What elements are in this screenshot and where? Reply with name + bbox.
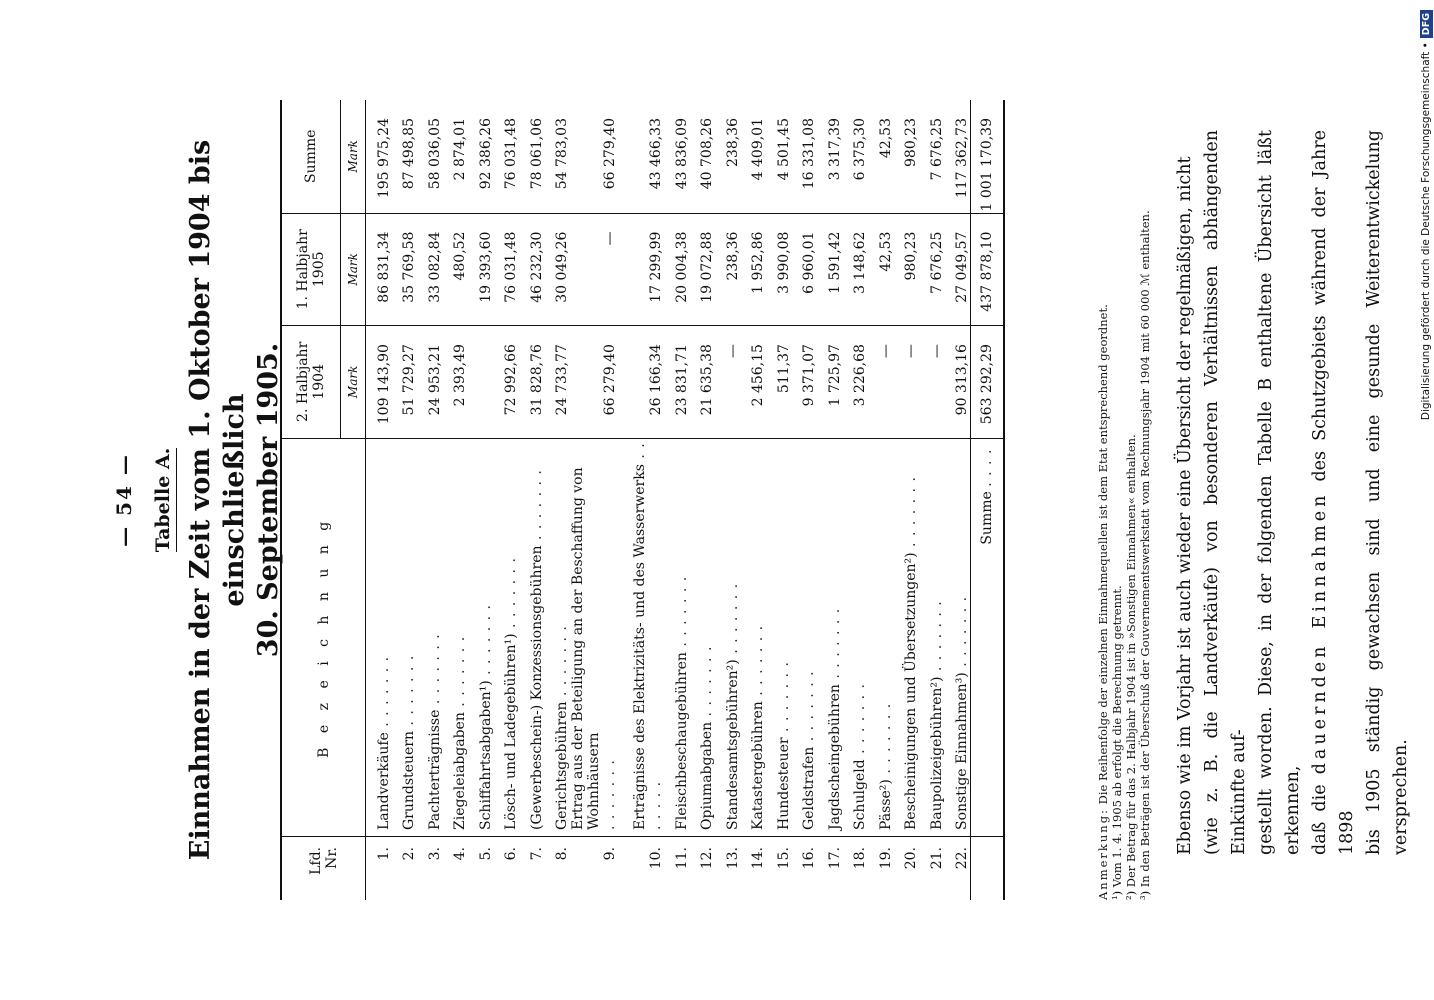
row-value-2nd-half-1904: 2 393,49 bbox=[443, 326, 469, 439]
row-value-1st-half-1905: 7 676,25 bbox=[919, 213, 945, 326]
row-name: Gerichtsgebühren . . . . . . . bbox=[545, 438, 571, 836]
row-number: 5. bbox=[477, 847, 494, 861]
closing-line-4-spaced: dauernden Einnahmen bbox=[1310, 491, 1330, 775]
footnote-2: ²) Der Betrag für das 2. Halbjahr 1904 ist in »Sonstigen Einnahmen« enthalten. bbox=[1124, 434, 1138, 900]
row-value-1st-half-1905: 19 072,88 bbox=[690, 213, 716, 326]
row-value-1st-half-1905: 980,23 bbox=[894, 213, 920, 326]
row-number: 21. bbox=[928, 847, 945, 870]
table-row bbox=[468, 100, 494, 900]
table-row bbox=[894, 100, 920, 900]
row-name-text: Opiumabgaben bbox=[699, 721, 715, 830]
row-value-sum: 16 331,08 bbox=[801, 118, 817, 190]
table-row bbox=[618, 100, 664, 900]
row-value-1st-half-1905: 46 232,30 bbox=[519, 213, 545, 326]
row-name: Hundesteuer . . . . . . . bbox=[766, 438, 792, 836]
row-value-sum: 2 874,01 bbox=[452, 118, 468, 181]
row-value-1st-half-1905: 480,52 bbox=[443, 213, 469, 326]
row-value-1st-half-1905: 1 952,86 bbox=[741, 213, 767, 326]
header-col2: 1. Halbjahr 1905 bbox=[281, 213, 341, 326]
row-number: 2. bbox=[401, 847, 417, 861]
row-number: 12. bbox=[699, 847, 715, 870]
header-nr: Lfd. Nr. bbox=[281, 837, 366, 901]
unit-col3: Mark bbox=[341, 100, 366, 213]
row-value-sum: 7 676,25 bbox=[928, 118, 945, 181]
closing-line-4 bbox=[1307, 130, 1361, 855]
row-value-sum: 87 498,85 bbox=[401, 118, 417, 190]
note-main bbox=[1096, 80, 1110, 900]
row-number: 3. bbox=[426, 847, 443, 861]
row-name: Standesamtsgebühren²) . . . . . . . bbox=[715, 438, 741, 836]
row-value-2nd-half-1904: 66 279,40 bbox=[570, 326, 618, 439]
row-number: 7. bbox=[528, 847, 545, 861]
row-value-sum: 4 501,45 bbox=[775, 118, 792, 181]
table-row bbox=[519, 100, 545, 900]
row-value-1st-half-1905: 42,53 bbox=[868, 213, 894, 326]
sum-col2: 437 878,10 bbox=[971, 213, 1005, 326]
row-value-1st-half-1905: 20 004,38 bbox=[664, 213, 690, 326]
row-number: 1. bbox=[375, 847, 392, 861]
footnotes bbox=[1096, 80, 1152, 900]
row-name: Sonstige Einnahmen³) . . . . . . . bbox=[945, 438, 971, 836]
row-value-sum: 66 279,40 bbox=[602, 118, 618, 190]
title-line-1: Einnahmen in der Zeit vom 1. Oktober 1904 bis einschließlich bbox=[185, 139, 250, 861]
row-name-text: Lösch- und Ladegebühren¹) bbox=[503, 633, 519, 830]
table-row bbox=[443, 100, 469, 900]
row-name-text: Schiffahrtsabgaben¹) bbox=[477, 680, 494, 830]
row-value-sum: 92 386,26 bbox=[477, 118, 494, 190]
row-value-1st-half-1905: 30 049,26 bbox=[545, 213, 571, 326]
row-name: Katastergebühren . . . . . . . bbox=[741, 438, 767, 836]
table-label-text: Tabelle A. bbox=[152, 448, 177, 553]
row-name-text: Ertrag aus der Beteiligung an der Beschaffung von Wohnhäusern bbox=[570, 467, 602, 830]
row-value-1st-half-1905: 3 148,62 bbox=[843, 213, 869, 326]
row-number: 14. bbox=[750, 847, 766, 870]
row-name: (Gewerbeschein-) Konzessionsgebühren . . . . . . . bbox=[519, 438, 545, 836]
table-row bbox=[843, 100, 869, 900]
closing-line-3: gestellt worden. Diese, in der folgenden Tabelle B enthaltene Übersicht läßt erkennen, bbox=[1256, 130, 1303, 855]
unit-col2: Mark bbox=[341, 213, 366, 326]
row-number: 13. bbox=[724, 847, 741, 870]
row-value-1st-half-1905: 1 591,42 bbox=[817, 213, 843, 326]
row-name-text: Pachterträgnisse bbox=[426, 709, 443, 830]
row-name: Fleischbeschaugebühren . . . . . . . bbox=[664, 438, 690, 836]
table-row bbox=[715, 100, 741, 900]
row-value-2nd-half-1904: — bbox=[894, 326, 920, 439]
row-name-text: Hundesteuer bbox=[775, 737, 792, 830]
title-line-2: 30. September 1905. bbox=[253, 342, 284, 658]
row-name: Ertrag aus der Beteiligung an der Beschaffung von Wohnhäusern . . . . . . . bbox=[570, 438, 618, 836]
row-value-sum: 78 061,06 bbox=[528, 118, 545, 190]
row-value-2nd-half-1904: 23 831,71 bbox=[664, 326, 690, 439]
sum-col1: 563 292,29 bbox=[971, 326, 1005, 439]
row-number: 22. bbox=[954, 847, 970, 870]
row-name: Ziegeleiabgaben . . . . . . . bbox=[443, 438, 469, 836]
row-value-2nd-half-1904: 511,37 bbox=[766, 326, 792, 439]
row-value-1st-half-1905: 17 299,99 bbox=[618, 213, 664, 326]
row-value-sum: 76 031,48 bbox=[503, 118, 519, 190]
row-name: Jagdscheingebühren . . . . . . . bbox=[817, 438, 843, 836]
row-value-sum: 195 975,24 bbox=[375, 118, 392, 199]
row-name-text: Ziegeleiabgaben bbox=[452, 712, 468, 830]
table-row bbox=[792, 100, 818, 900]
footnote-3: ³) In den Beträgen ist der Überschuß der Gouvernementswerkstatt vom Rechnungsjahr 1904 mit 60 000 ℳ enthalten. bbox=[1138, 210, 1152, 900]
table-row bbox=[919, 100, 945, 900]
row-value-2nd-half-1904: 1 725,97 bbox=[817, 326, 843, 439]
row-name-text: Jagdscheingebühren bbox=[826, 684, 843, 830]
row-name: Pachterträgnisse . . . . . . . bbox=[417, 438, 443, 836]
row-name-text: Gerichtsgebühren bbox=[554, 701, 570, 830]
row-value-2nd-half-1904: 24 733,77 bbox=[545, 326, 571, 439]
row-name-text: Katastergebühren bbox=[750, 701, 766, 830]
row-value-1st-half-1905: 35 769,58 bbox=[392, 213, 418, 326]
closing-line-4-pre: daß die bbox=[1310, 784, 1330, 855]
table-row bbox=[690, 100, 716, 900]
row-name-text: Geldstrafen bbox=[801, 746, 817, 830]
table-row bbox=[664, 100, 690, 900]
row-name-text: Grundsteuern bbox=[401, 731, 417, 830]
row-value-1st-half-1905: 33 082,84 bbox=[417, 213, 443, 326]
row-value-sum: 43 466,33 bbox=[648, 118, 664, 190]
row-value-1st-half-1905: 19 393,60 bbox=[468, 213, 494, 326]
row-value-sum: 3 317,39 bbox=[826, 118, 843, 181]
row-value-1st-half-1905: 76 031,48 bbox=[494, 213, 520, 326]
row-value-sum: 117 362,73 bbox=[954, 118, 970, 199]
sum-label-text: Summe bbox=[979, 491, 995, 545]
row-name: Grundsteuern . . . . . . . bbox=[392, 438, 418, 836]
table-row bbox=[392, 100, 418, 900]
header-name bbox=[281, 438, 366, 836]
table-label bbox=[152, 0, 174, 1000]
closing-line-4-post: des Schutzgebiets während der Jahre 1898 bbox=[1310, 130, 1357, 855]
unit-col1: Mark bbox=[341, 326, 366, 439]
row-number: 10. bbox=[648, 847, 664, 870]
row-name: Bescheinigungen und Übersetzungen²) . . . . . . . bbox=[894, 438, 920, 836]
row-name-text: Fleischbeschaugebühren bbox=[673, 652, 690, 830]
row-name: Schiffahrtsabgaben¹) . . . . . . . bbox=[468, 438, 494, 836]
row-name-text: Sonstige Einnahmen³) bbox=[954, 672, 970, 830]
row-number: 8. bbox=[554, 847, 570, 861]
row-value-2nd-half-1904: — bbox=[715, 326, 741, 439]
row-value-sum: 6 375,30 bbox=[852, 118, 868, 181]
closing-paragraph bbox=[1172, 130, 1415, 855]
row-value-sum: 42,53 bbox=[877, 118, 894, 159]
row-value-2nd-half-1904: 72 992,66 bbox=[494, 326, 520, 439]
table-row bbox=[570, 100, 618, 900]
sum-total: 1 001 170,39 bbox=[971, 100, 1005, 213]
row-value-2nd-half-1904: 9 371,07 bbox=[792, 326, 818, 439]
row-value-2nd-half-1904: 21 635,38 bbox=[690, 326, 716, 439]
closing-line-1: Ebenso wie im Vorjahr ist auch wieder eine Übersicht der regelmäßigen, nicht bbox=[1175, 156, 1195, 855]
row-value-1st-half-1905: 238,36 bbox=[715, 213, 741, 326]
digitization-credit-text-wrap bbox=[1418, 10, 1434, 990]
row-value-sum: 238,36 bbox=[724, 118, 741, 167]
table-row bbox=[545, 100, 571, 900]
row-number: 17. bbox=[826, 847, 843, 870]
row-value-2nd-half-1904: 3 226,68 bbox=[843, 326, 869, 439]
row-name-text: Bescheinigungen und Übersetzungen²) bbox=[903, 552, 919, 830]
row-name: Landverkäufe . . . . . . . bbox=[366, 438, 392, 836]
note-main-label: Anmerkung: bbox=[1096, 808, 1110, 900]
row-name-text: Schulgeld bbox=[852, 759, 868, 830]
row-value-2nd-half-1904: 26 166,34 bbox=[618, 326, 664, 439]
sum-row bbox=[971, 100, 1005, 900]
sum-nr-cell bbox=[971, 837, 1005, 901]
row-name: Geldstrafen . . . . . . . bbox=[792, 438, 818, 836]
row-number: 11. bbox=[673, 847, 690, 870]
row-value-2nd-half-1904: 24 953,21 bbox=[417, 326, 443, 439]
row-name-text: Pässe²) bbox=[877, 779, 894, 830]
page-number: — 54 — bbox=[112, 453, 136, 547]
note-main-text: Die Reihenfolge der einzelnen Einnahmequellen ist dem Etat entsprechend geordnet. bbox=[1096, 304, 1110, 805]
row-name: Lösch- und Ladegebühren¹) . . . . . . . bbox=[494, 438, 520, 836]
table-row bbox=[366, 100, 392, 900]
header-col1: 2. Halbjahr 1904 bbox=[281, 326, 341, 439]
table-header-row bbox=[281, 100, 341, 900]
sum-label: Summe . . . . bbox=[971, 438, 1005, 836]
row-value-sum: 43 836,09 bbox=[673, 118, 690, 190]
row-value-1st-half-1905: — bbox=[570, 213, 618, 326]
row-number: 15. bbox=[775, 847, 792, 870]
row-value-1st-half-1905: 6 960,01 bbox=[792, 213, 818, 326]
closing-line-5: bis 1905 ständig gewachsen sind und eine gesunde Weiterentwickelung versprechen. bbox=[1364, 130, 1411, 855]
row-value-sum: 4 409,01 bbox=[750, 118, 766, 181]
dfg-logo: DFG bbox=[1420, 10, 1433, 38]
row-value-1st-half-1905: 86 831,34 bbox=[366, 213, 392, 326]
row-value-sum: 40 708,26 bbox=[699, 118, 715, 190]
row-number: 9. bbox=[602, 847, 618, 861]
row-value-2nd-half-1904: 90 313,16 bbox=[945, 326, 971, 439]
row-value-2nd-half-1904: 31 828,76 bbox=[519, 326, 545, 439]
table-body bbox=[366, 100, 971, 900]
row-number: 16. bbox=[801, 847, 817, 870]
row-name-text: Landverkäufe bbox=[375, 732, 392, 830]
row-value-2nd-half-1904: — bbox=[868, 326, 894, 439]
row-number: 20. bbox=[903, 847, 919, 870]
row-name: Pässe²) . . . . . . . bbox=[868, 438, 894, 836]
row-value-1st-half-1905: 3 990,08 bbox=[766, 213, 792, 326]
revenue-table-wrapper bbox=[280, 100, 1005, 900]
row-number: 19. bbox=[877, 847, 894, 870]
table-title bbox=[184, 60, 286, 940]
row-number: 18. bbox=[852, 847, 868, 870]
table-row bbox=[741, 100, 767, 900]
closing-line-2: (wie z. B. die Landverkäufe) von besonderen Verhältnissen abhängenden Einkünfte auf- bbox=[1202, 130, 1249, 855]
header-name-text: B e z e i c h n u n g bbox=[315, 516, 332, 758]
row-value-2nd-half-1904 bbox=[468, 326, 494, 439]
row-name-text: Standesamtsgebühren²) bbox=[724, 659, 741, 830]
row-number: 6. bbox=[503, 847, 519, 861]
row-number: 4. bbox=[452, 847, 468, 861]
table-row bbox=[868, 100, 894, 900]
row-value-2nd-half-1904: 51 729,27 bbox=[392, 326, 418, 439]
row-name-text: (Gewerbeschein-) Konzessionsgebühren bbox=[528, 545, 545, 830]
row-name: Schulgeld . . . . . . . bbox=[843, 438, 869, 836]
row-value-sum: 58 036,05 bbox=[426, 118, 443, 190]
digitization-credit bbox=[1418, 10, 1434, 990]
table-row bbox=[817, 100, 843, 900]
row-name-text: Erträgnisse des Elektrizitäts- und des Wasserwerks bbox=[632, 464, 648, 830]
header-col3: Summe bbox=[281, 100, 341, 213]
row-value-1st-half-1905: 27 049,57 bbox=[945, 213, 971, 326]
row-name: Erträgnisse des Elektrizitäts- und des Wasserwerks . . . . . . . bbox=[618, 438, 664, 836]
revenue-table bbox=[280, 100, 1005, 900]
row-value-sum: 980,23 bbox=[903, 118, 919, 167]
row-name-text: Baupolizeigebühren²) bbox=[928, 676, 945, 830]
row-value-2nd-half-1904: 109 143,90 bbox=[366, 326, 392, 439]
row-value-2nd-half-1904: — bbox=[919, 326, 945, 439]
row-value-2nd-half-1904: 2 456,15 bbox=[741, 326, 767, 439]
table-row bbox=[417, 100, 443, 900]
digitization-credit-text: Digitalisierung gefördert durch die Deutsche Forschungsgemeinschaft • bbox=[1420, 42, 1432, 421]
footnote-1: ¹) Vom 1. 4. 1905 ab erfolgt die Berechnung getrennt. bbox=[1110, 585, 1124, 900]
row-name: Opiumabgaben . . . . . . . bbox=[690, 438, 716, 836]
row-name: Baupolizeigebühren²) . . . . . . . bbox=[919, 438, 945, 836]
row-value-sum: 54 783,03 bbox=[554, 118, 570, 190]
table-row bbox=[494, 100, 520, 900]
table-row bbox=[766, 100, 792, 900]
table-row bbox=[945, 100, 971, 900]
